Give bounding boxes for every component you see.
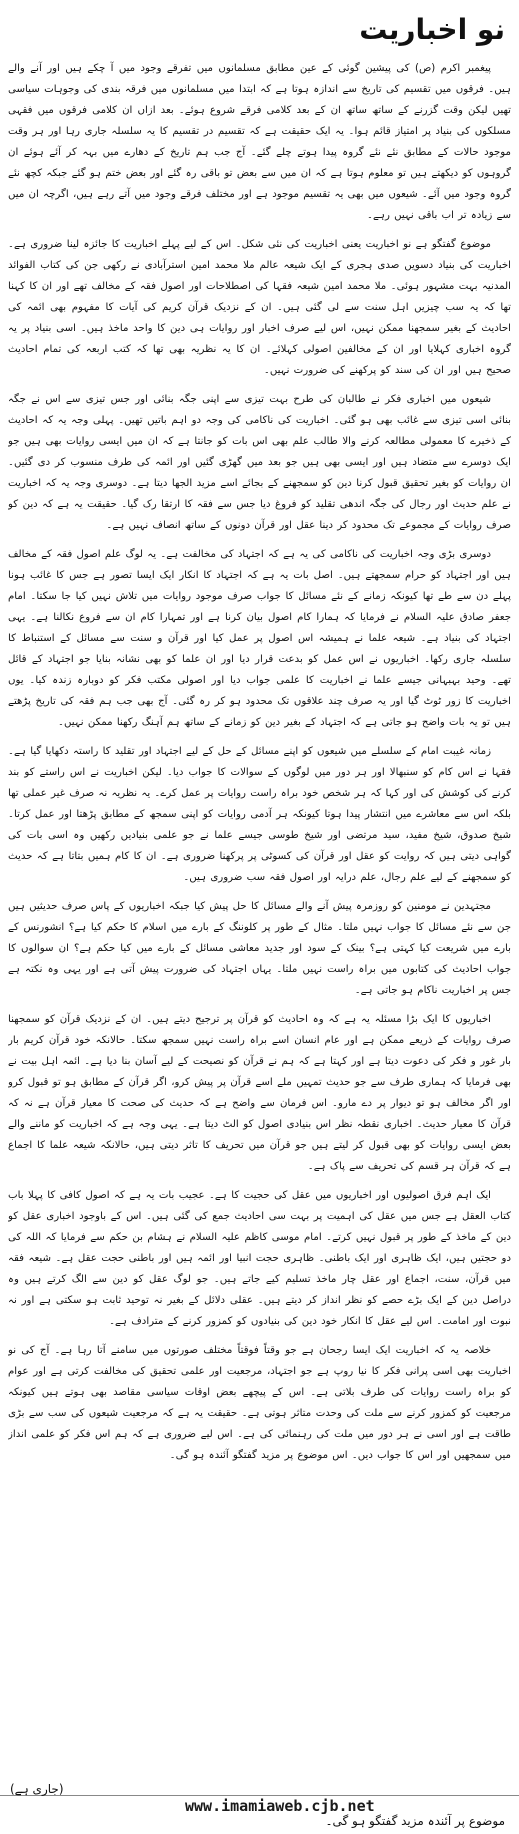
article-column [8,58,511,1786]
website-link[interactable]: www.imamiaweb.cjb.net [185,1797,375,1815]
footer-divider [0,1795,519,1796]
paragraph-7: اخباریوں کا ایک بڑا مسئلہ یہ ہے کہ وہ احادیث کو قرآن پر ترجیح دیتے ہیں۔ ان کے نزدیک قرآن کو سمجھنا صرف روایات کے ذریعے ممکن ہے اور عام انسان اسے براہ راست نہیں سمجھ سکتا۔ حالانکہ خود قرآن کریم بار بار غور و فکر کی دعوت دیتا ہے اور کہتا ہے کہ ہم نے قرآن کو نصیحت کے لیے آسان بنا دیا ہے۔ ائمہ اہل بیت نے بھی فرمایا کہ ہماری طرف سے جو حدیث تمہیں ملے اسے قرآن پر پیش کرو، اگر قرآن کے مطابق ہو تو قبول کرو اور اگر مخالف ہو تو دیوار پر دے مارو۔ اس فرمان سے واضح ہے کہ حدیث کی صحت کا معیار قرآن ہے نہ کہ قرآن کا معیار حدیث۔ اخباری نقطہ نظر اس بنیادی اصول کو الٹ دیتا ہے۔ یہی وجہ ہے کہ اخباریت کو ماننے والے بعض ایسی روایات کو بھی قبول کر لیتے ہیں جو قرآن میں تحریف کا تاثر دیتی ہیں، حالانکہ شیعہ علما کا اجماع ہے کہ قرآن ہر قسم کی تحریف سے پاک ہے۔ [8,1014,511,1172]
closing-line: موضوع پر آئندہ مزید گفتگو ہو گی۔ [325,1814,505,1828]
paragraph-3: شیعوں میں اخباری فکر نے طالبان کی طرح بہت تیزی سے اپنی جگہ بنائی اور جس تیزی سے اس نے جگہ بنائی اسی تیزی سے غائب بھی ہو گئی۔ اخباریت کی ناکامی کی وجہ دو اہم باتیں تھیں۔ پہلی وجہ یہ کہ احادیث کے ذخیرے کا معمولی مطالعہ کرنے والا طالب علم بھی اس بات کو جانتا ہے کہ ان میں ایسی روایات بھی ہیں جو ایک دوسرے سے متضاد ہیں اور ایسی بھی ہیں جو بعد میں گھڑی گئیں اور ائمہ کی طرف منسوب کر دی گئیں۔ ان روایات کو بغیر تحقیق قبول کرنا دین کو سمجھنے کے بجائے اسے مزید الجھا دیتا ہے۔ دوسری وجہ یہ کہ اخباریت نے علم حدیث اور رجال کی جگہ اندھی تقلید کو فروغ دیا جس سے فقہ کا ارتقا رک گیا۔ حقیقت یہ ہے کہ دین کو صرف روایات کے مجموعے تک محدود کر دینا عقل اور قرآن دونوں کے ساتھ انصاف نہیں ہے۔ [8,394,511,531]
paragraph-9: خلاصہ یہ کہ اخباریت ایک ایسا رجحان ہے جو وقتاً فوقتاً مختلف صورتوں میں سامنے آتا رہا ہے۔ آج کی نو اخباریت بھی اسی پرانی فکر کا نیا روپ ہے جو اجتہاد، مرجعیت اور علمی تحقیق کی مخالفت کرتی ہے اور عوام کو براہ راست روایات کی طرف بلاتی ہے۔ اس کے پیچھے بعض اوقات سیاسی مقاصد بھی ہوتے ہیں کیونکہ مرجعیت کو کمزور کرنے سے ملت کی وحدت متاثر ہوتی ہے۔ حقیقت یہ ہے کہ مرجعیت شیعوں کی سب سے بڑی طاقت ہے اور اسی نے ہر دور میں ملت کی رہنمائی کی ہے۔ اس لیے ضروری ہے کہ ہم اس فکر کو علمی انداز میں سمجھیں اور اس کا جواب دیں۔ اس موضوع پر مزید گفتگو آئندہ ہو گی۔ [8,1345,511,1461]
paragraph-5: زمانہ غیبت امام کے سلسلے میں شیعوں کو اپنے مسائل کے حل کے لیے اجتہاد اور تقلید کا راستہ دکھایا گیا ہے۔ فقہا نے اس کام کو سنبھالا اور ہر دور میں لوگوں کے سوالات کا جواب دیا۔ لیکن اخباریت نے اس راستے کو بند کرنے کی کوشش کی اور کہا کہ ہر شخص خود براہ راست روایات پر عمل کرے۔ یہ نظریہ نہ صرف غیر عملی تھا بلکہ اس سے معاشرے میں انتشار پیدا ہوتا کیونکہ ہر آدمی روایات کو اپنی سمجھ کے مطابق پڑھتا اور عمل کرتا۔ شیخ صدوق، شیخ مفید، سید مرتضی اور شیخ طوسی جیسے علما نے جو علمی بنیادیں رکھیں وہ اسی بات کی گواہی دیتی ہیں کہ روایت کو عقل اور قرآن کی کسوٹی پر پرکھنا ضروری ہے۔ ان کا کام ہمیں بتاتا ہے کہ حدیث کو سمجھنے کے لیے علم رجال، علم درایہ اور اصول فقہ سب ضروری ہیں۔ [8,746,511,883]
paragraph-2: موضوع گفتگو ہے نو اخباریت یعنی اخباریت کی نئی شکل۔ اس کے لیے پہلے اخباریت کا جائزہ لینا ضروری ہے۔ اخباریت کی بنیاد دسویں صدی ہجری کے ایک شیعہ عالم ملا محمد امین استرآبادی نے رکھی جن کی کتاب الفوائد المدنیہ بہت مشہور ہوئی۔ ملا محمد امین شیعہ فقہا کی اصطلاحات اور اصول فقہ کے مخالف تھے اور ان کا کہنا تھا کہ یہ سب چیزیں اہل سنت سے لی گئی ہیں۔ ان کے نزدیک قرآن کریم کی آیات کا مفہوم بھی ائمہ کی احادیث کے بغیر سمجھنا ممکن نہیں، اس لیے صرف اخبار اور روایات ہی دین کا واحد ماخذ ہیں۔ اسی بنیاد پر یہ گروہ اخباری کہلایا اور ان کے مخالفین اصولی کہلائے۔ ان کا یہ نظریہ بھی تھا کہ کتب اربعہ کی تمام احادیث صحیح ہیں اور ان کی سند کو پرکھنے کی ضرورت نہیں۔ [8,239,511,376]
paragraph-4: دوسری بڑی وجہ اخباریت کی ناکامی کی یہ ہے کہ اجتہاد کی مخالفت ہے۔ یہ لوگ علم اصول فقہ کے مخالف ہیں اور اجتہاد کو حرام سمجھتے ہیں۔ اصل بات یہ ہے کہ اجتہاد کا انکار ایک ایسا تصور ہے جس کا غائب ہونا پہلے دن سے طے تھا کیونکہ زمانے کے نئے مسائل کا جواب صرف موجود روایات میں تلاش نہیں کیا جا سکتا۔ امام جعفر صادق علیہ السلام نے فرمایا کہ ہمارا کام اصول بیان کرنا ہے اور تمہارا کام ان سے فروع نکالنا ہے۔ یہی اجتہاد کی بنیاد ہے۔ شیعہ علما نے ہمیشہ اس اصول پر عمل کیا اور قرآن و سنت سے مسائل کے استنباط کا سلسلہ جاری رکھا۔ اخباریوں نے اس عمل کو بدعت قرار دیا اور ان علما کو بھی نشانہ بنایا جو اجتہاد کے قائل تھے۔ وحید بہبہانی جیسے علما نے اخباریت کا علمی جواب دیا اور اصولی مکتب فکر کو دوبارہ زندہ کیا۔ یوں اخباریت کا زور ٹوٹ گیا اور یہ صرف چند علاقوں تک محدود ہو کر رہ گئی۔ آج بھی جب ہم فقہ کی تاریخ پڑھتے ہیں تو یہ بات واضح ہو جاتی ہے کہ اجتہاد کے بغیر دین کو زمانے کے ساتھ ہم آہنگ رکھنا ممکن نہیں۔ [8,549,511,728]
article-title: نو اخباریت [359,13,505,46]
paragraph-8: ایک اہم فرق اصولیوں اور اخباریوں میں عقل کی حجیت کا ہے۔ عجیب بات یہ ہے کہ اصول کافی کا پہلا باب کتاب العقل ہے جس میں عقل کی اہمیت پر بہت سی احادیث جمع کی گئی ہیں۔ اس کے باوجود اخباری عقل کو دین کے ماخذ کے طور پر قبول نہیں کرتے۔ امام موسی کاظم علیہ السلام نے ہشام بن حکم سے فرمایا کہ اللہ کی دو حجتیں ہیں، ایک ظاہری اور ایک باطنی۔ ظاہری حجت انبیا اور ائمہ ہیں اور باطنی حجت عقل ہے۔ شیعہ فقہ میں قرآن، سنت، اجماع اور عقل چار ماخذ تسلیم کیے جاتے ہیں۔ جو لوگ عقل کو دین سے الگ کرتے ہیں وہ دراصل دین کے ایک بڑے حصے کو نظر انداز کر دیتے ہیں۔ عقلی دلائل کے بغیر نہ توحید ثابت ہو سکتی ہے اور نہ نبوت اور امامت۔ اس لیے عقل کا انکار خود دین کی بنیادوں کو کمزور کرنے کے مترادف ہے۔ [8,1190,511,1327]
article-body [8,58,511,1786]
paragraph-1: پیغمبر اکرم (ص) کی پیشین گوئی کے عین مطابق مسلمانوں میں تفرقے وجود میں آ چکے ہیں اور آنے والے ہیں۔ فرقوں میں تقسیم کی تاریخ سے اندازہ ہوتا ہے کہ ابتدا میں مسلمانوں میں فرقہ بندی کی وجوہات سیاسی تھیں لیکن وقت گزرنے کے ساتھ ساتھ ان کے بعد کلامی فرقے شروع ہوئے۔ بعد ازاں ان کلامی فرقوں میں فقہی مسلکوں کی بنیاد پر امتیاز قائم ہوا۔ یہ ایک حقیقت ہے کہ تقسیم در تقسیم کا یہ سلسلہ جاری رہا اور ہر وقت موجود حالات کے مطابق نئے نئے گروہ پیدا ہوتے چلے گئے۔ آج جب ہم تاریخ کے دھارے میں بہہ کر آئے ہوئے ان گروہوں کو دیکھتے ہیں تو معلوم ہوتا ہے کہ ان میں سے بعض تو باقی رہ گئے اور بعض ختم ہو گئے جبکہ کچھ نئے گروہ وجود میں آئے۔ شیعوں میں بھی یہ تقسیم موجود ہے اور مختلف فرقے وجود میں آتے رہے ہیں، اگرچہ ان میں سے زیادہ تر اب باقی نہیں رہے۔ [8,63,511,221]
continued-note: (جاری ہے) [10,1782,64,1796]
paragraph-6: مجتہدین نے مومنین کو روزمرہ پیش آنے والے مسائل کا حل پیش کیا جبکہ اخباریوں کے پاس صرف حدیثیں ہیں جن سے نئے مسائل کا جواب نہیں ملتا۔ مثال کے طور پر کلوننگ کے بارے میں اسلام کا حکم کیا ہے؟ انشورنس کے بارے میں شریعت کیا کہتی ہے؟ بینک کے سود اور جدید معاشی مسائل کے بارے میں کیا حکم ہے؟ ان سوالوں کا جواب احادیث کی کتابوں میں براہ راست نہیں ملتا۔ یہاں اجتہاد کی ضرورت پیش آتی ہے اور یہی وہ نکتہ ہے جس پر اخباریت ناکام ہو جاتی ہے۔ [8,901,511,996]
